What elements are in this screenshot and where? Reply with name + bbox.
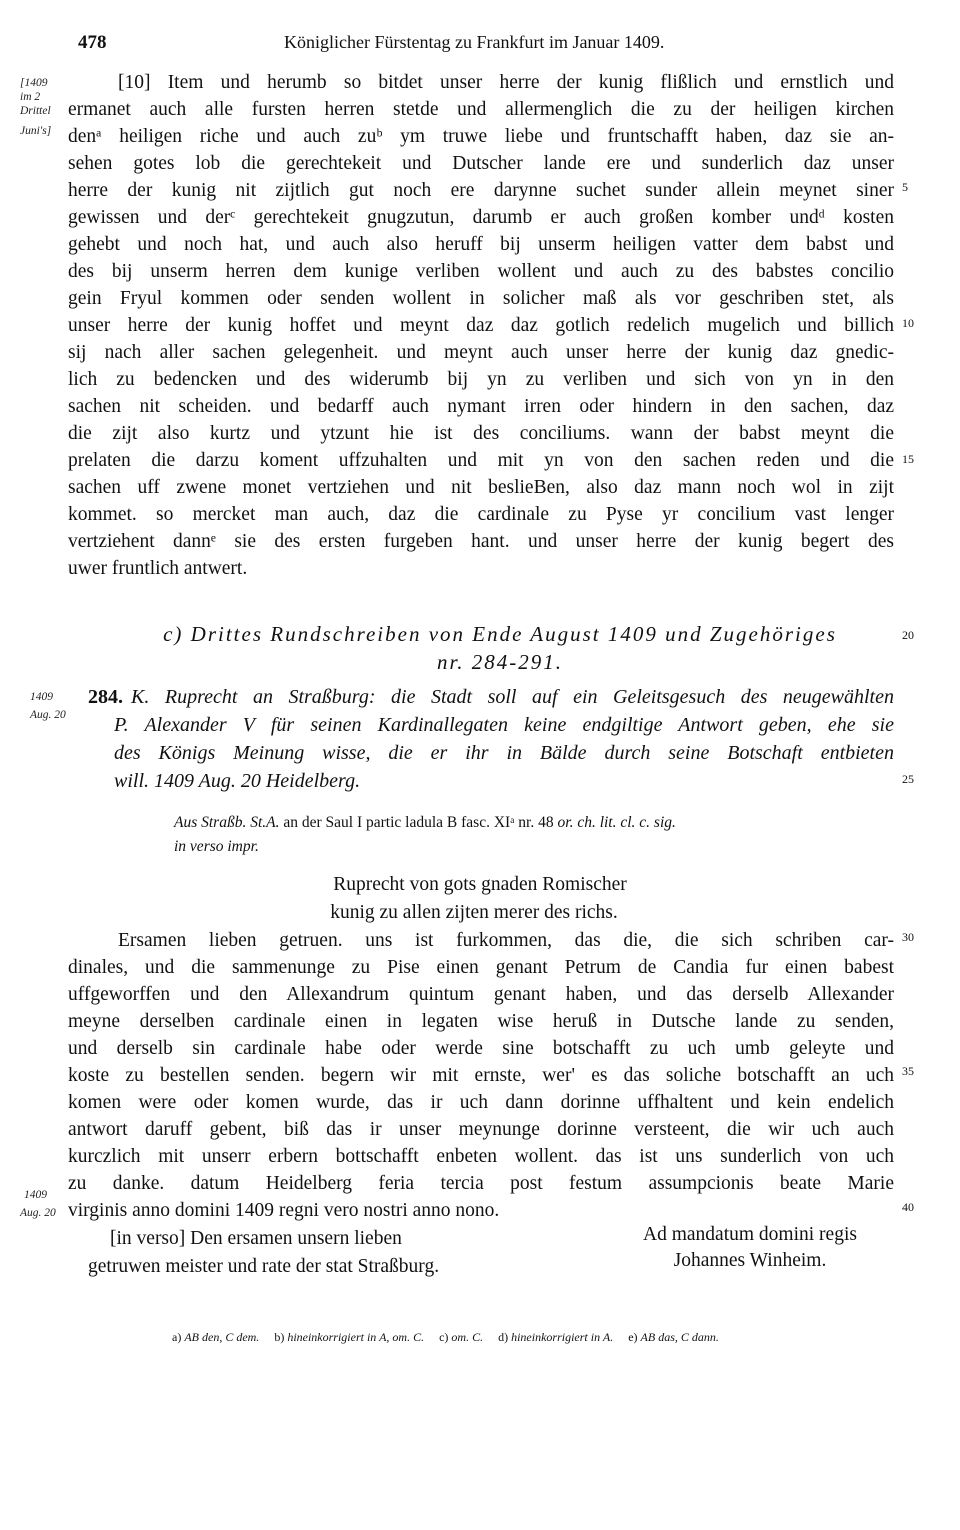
margin-note-line: 1409	[24, 1189, 47, 1201]
text-line: herre der kunig nit zijtlich gut noch ere darynne suchet sunder allein meynet siner	[68, 180, 894, 201]
margin-note-line: Aug. 20	[20, 1207, 56, 1219]
footnote-text: om. C.	[451, 1330, 484, 1344]
source-line-2: in verso impr.	[174, 838, 259, 855]
footnote	[439, 1330, 483, 1344]
regest-line: will. 1409 Aug. 20 Heidelberg.	[114, 770, 361, 792]
text-line: prelaten die darzu koment uffzuhalten und mit yn von den sachen reden und die	[68, 450, 894, 471]
text-line: denᵃ heiligen riche und auch zuᵇ ym truwe liebe und fruntschafft haben, daz sie an-	[68, 126, 894, 147]
text-line: sachen nit scheiden. und bedarff auch nymant irren oder hindern in den sachen, daz	[68, 396, 894, 417]
footnote	[498, 1330, 613, 1344]
page-number: 478	[78, 32, 107, 53]
doc-line: virginis anno domini 1409 regni vero nostri anno nono.	[68, 1200, 500, 1221]
signature: Ad mandatum domini regis	[643, 1224, 857, 1245]
text-line: lich zu bedencken und des widerumb bij yn zu verliben und sich von yn in den	[68, 369, 894, 390]
text-line: vertziehent dannᵉ sie des ersten furgeben hant. und unser herre der kunig begert des	[68, 531, 894, 552]
footnote-text: hineinkorrigiert in A.	[511, 1330, 614, 1344]
margin-note-date	[20, 1186, 56, 1222]
source-line	[174, 814, 894, 832]
footnotes	[172, 1330, 892, 1345]
margin-note-top	[20, 74, 51, 140]
text-line: des bij unserm herren dem kunige verliben wollent und auch zu des babstes concilio	[68, 261, 894, 282]
text-line: sij nach aller sachen gelegenheit. und meynt auch unser herre der kunig daz gnedic-	[68, 342, 894, 363]
footnote-text: AB das, C dann.	[640, 1330, 719, 1344]
text-line: unser herre der kunig hoffet und meynt daz daz gotlich redelich mugelich und billich	[68, 315, 894, 336]
doc-line: Ersamen lieben getruen. uns ist furkommen, das die, die sich schriben car-	[118, 930, 894, 951]
regest-line: P. Alexander V für seinen Kardinallegaten keine endgiltige Antwort geben, ehe sie	[114, 714, 894, 736]
margin-note-line: Drittel	[20, 105, 51, 117]
margin-note-line: [1409	[20, 77, 48, 89]
regest-text: K. Ruprecht an Straßburg: die Stadt soll auf ein Geleitsgesuch des neugewählten	[131, 686, 894, 708]
doc-line: uffgeworffen und den Allexandrum quintum genant haben, und das derselb Allexander	[68, 984, 894, 1005]
text-line: sehen gotes lob die gerechtekeit und Dutscher lande ere und sunderlich daz unser	[68, 153, 894, 174]
source-suffix: or. ch. lit. cl. c. sig.	[557, 814, 676, 831]
footnote-mark: d)	[498, 1330, 509, 1344]
margin-note-line: Juni's]	[20, 125, 52, 137]
doc-line: koste zu bestellen senden. begern wir mit ernste, wer' es das soliche botschafft an uch	[68, 1065, 894, 1086]
line-number: 5	[902, 180, 908, 194]
line-number: 10	[902, 316, 914, 330]
text-line: sachen uff zwene monet vertziehen und nit beslieBen, also daz mann noch wol in zijt	[68, 477, 894, 498]
line-number: 30	[902, 930, 914, 944]
doc-line: und derselb sin cardinale habe oder werde sine botschafft zu uch umb geleyte und	[68, 1038, 894, 1059]
regest-line	[88, 686, 894, 709]
verso-address: [in verso] Den ersamen unsern lieben	[110, 1228, 402, 1249]
section-title-numbers: nr. 284-291.	[436, 650, 564, 674]
margin-note-line: Aug. 20	[30, 709, 66, 721]
text-line: ermanet auch alle fursten herren stetde und allermenglich die zu der heiligen kirchen	[68, 99, 894, 120]
doc-line: meyne derselben cardinale einen in legaten wise heruß in Dutsche lande zu senden,	[68, 1011, 894, 1032]
footnote	[628, 1330, 719, 1344]
text-line: die zijt also kurtz und ytzunt hie ist des conciliums. wann der babst meynt die	[68, 423, 894, 444]
text-line: gein Fryul kommen oder senden wollent in solicher maß als vor geschriben stet, als	[68, 288, 894, 309]
text-line: [10] Item und herumb so bitdet unser herre der kunig flißlich und ernstlich und	[118, 72, 894, 93]
doc-line: dinales, und die sammenunge zu Pise einen genant Petrum de Candia fur einen babest	[68, 957, 894, 978]
text-line: gehebt und noch hat, und auch also heruff bij unserm heiligen vatter dem babst und	[68, 234, 894, 255]
footnote-mark: b)	[274, 1330, 285, 1344]
footnote-mark: e)	[628, 1330, 638, 1344]
footnote-text: hineinkorrigiert in A, om. C.	[287, 1330, 425, 1344]
doc-line: komen were oder komen wurde, das ir uch dann dorinne uffhaltent und kein endelich	[68, 1092, 894, 1113]
document-heading: Ruprecht von gots gnaden Romischer	[333, 874, 627, 895]
footnote	[274, 1330, 424, 1344]
text-line: kommet. so mercket man auch, daz die cardinale zu Pyse yr concilium vast lenger	[68, 504, 894, 525]
regest-number: 284.	[88, 686, 123, 708]
margin-note-line: 1409	[30, 691, 53, 703]
doc-line: zu danke. datum Heidelberg feria tercia post festum assumpcionis beate Marie	[68, 1173, 894, 1194]
footnote-text: AB den, C dem.	[184, 1330, 260, 1344]
verso-address: getruwen meister und rate der stat Straßburg.	[88, 1256, 440, 1277]
footnote-mark: a)	[172, 1330, 182, 1344]
doc-line: antwort daruff gebent, biß das ir unser meynunge dorinne versteent, die wir uch auch	[68, 1119, 894, 1140]
text-line: uwer fruntlich antwert.	[68, 558, 248, 579]
line-number: 40	[902, 1200, 914, 1214]
line-number: 20	[902, 628, 914, 642]
regest-line: des Königs Meinung wisse, die er ihr in Bälde durch seine Botschaft entbieten	[114, 742, 894, 764]
footnote	[172, 1330, 259, 1344]
source-main: an der Saul I partic ladula B fasc. XIᵃ nr. 48	[283, 814, 554, 831]
section-title: c) Drittes Rundschreiben von Ende August 1409 und Zugehöriges	[163, 622, 837, 646]
doc-line: kurczlich mit unserr erbern bottschafft enbeten wollent. das ist uns sunderlich von uch	[68, 1146, 894, 1167]
signature: Johannes Winheim.	[673, 1250, 827, 1271]
footnote-mark: c)	[439, 1330, 449, 1344]
page-header	[64, 32, 894, 62]
line-number: 15	[902, 452, 914, 466]
line-number: 35	[902, 1064, 914, 1078]
running-title: Königlicher Fürstentag zu Frankfurt im Januar 1409.	[284, 32, 665, 52]
text-line: gewissen und derᶜ gerechtekeit gnugzutun, darumb er auch großen komber undᵈ kosten	[68, 207, 894, 228]
line-number: 25	[902, 772, 914, 786]
margin-note-line: im 2	[20, 91, 41, 103]
document-heading: kunig zu allen zijten merer des richs.	[330, 902, 618, 923]
source-prefix: Aus Straßb. St.A.	[174, 814, 280, 831]
margin-note-regest	[30, 688, 66, 724]
